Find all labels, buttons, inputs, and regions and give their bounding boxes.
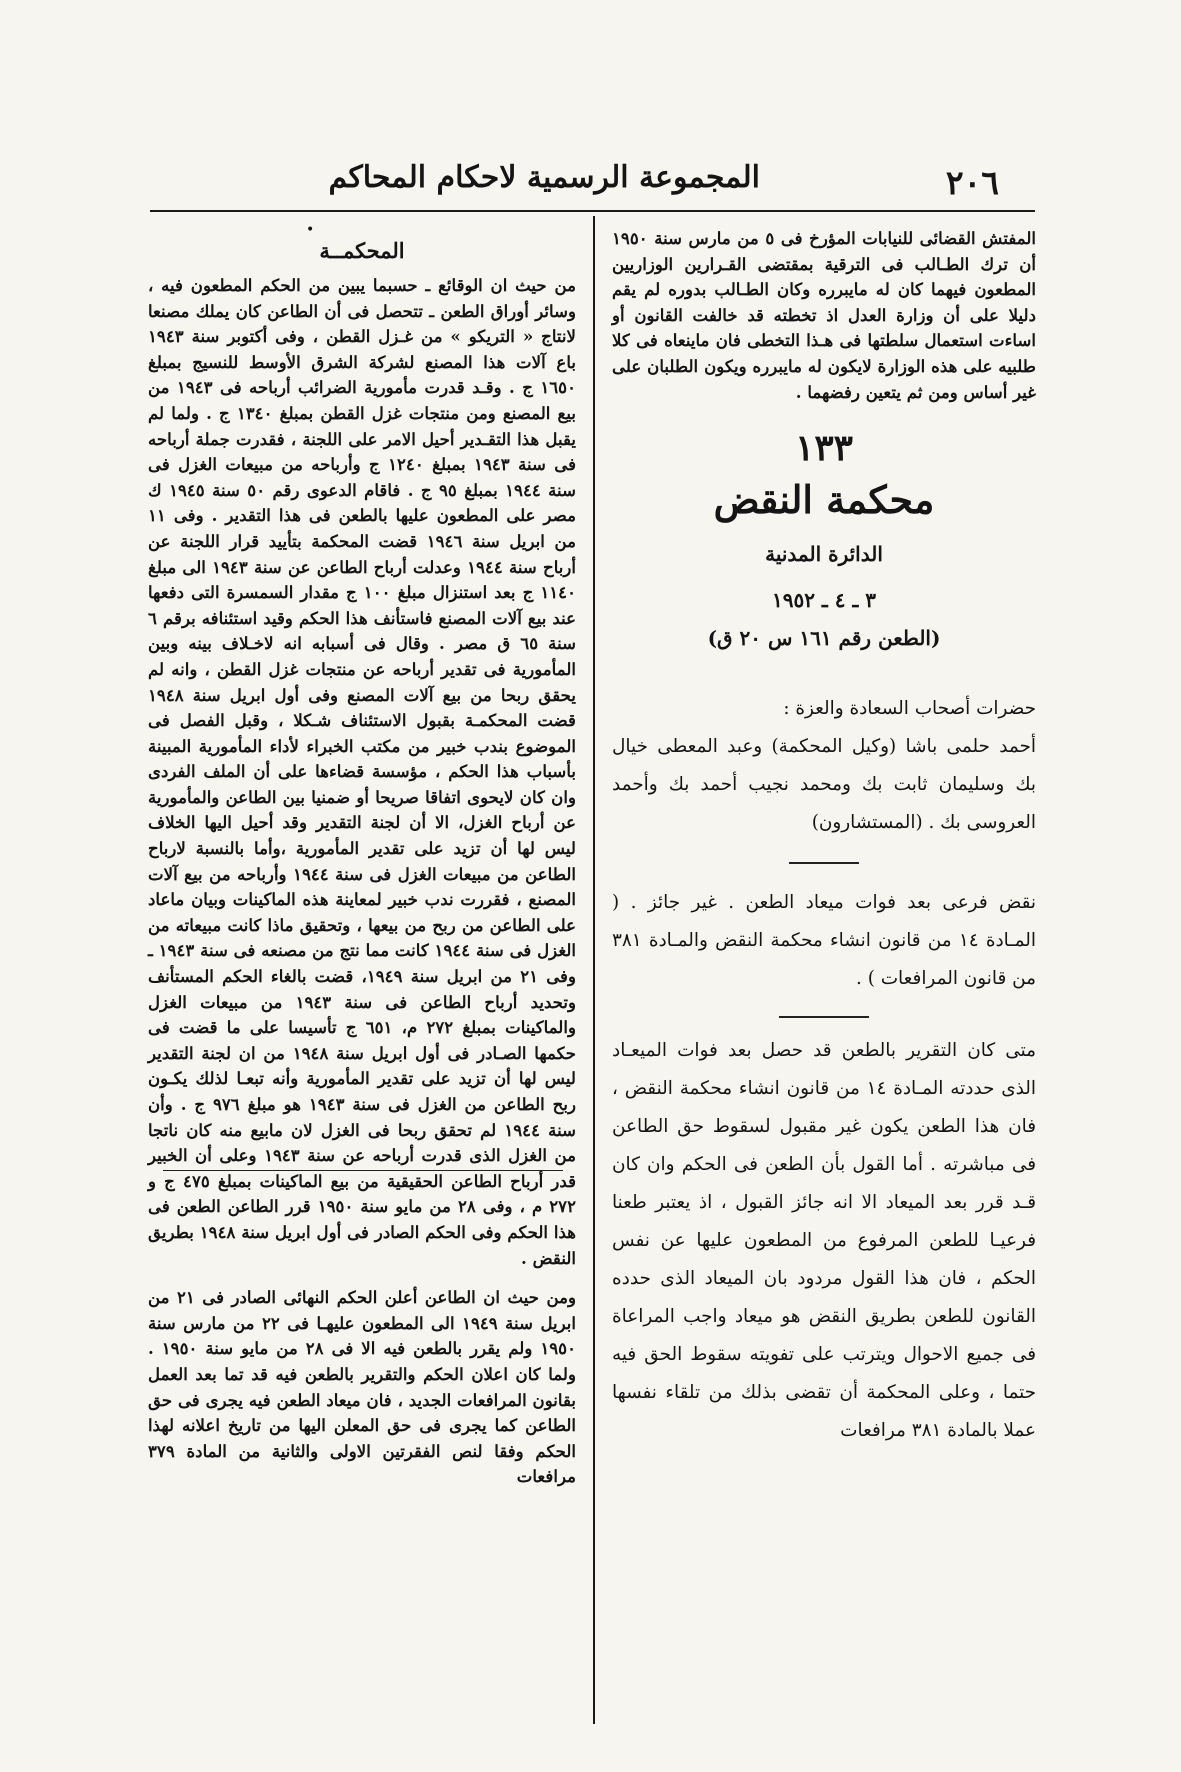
- ornament-dot: •: [306, 222, 315, 238]
- case-number: ١٣٣: [794, 427, 853, 470]
- reasoning-paragraph: ومن حيث ان الطاعن أعلن الحكم النهائى الصادر فى ٢١ من ابريل سنة ١٩٤٩ الى المطعون عليهـا فى ٢٢ من مارس سنة ١٩٥٠ ولم يقرر بالطعن فيه الا فى ٢٨ من مايو سنة ١٩٥٠ . ولما كان اعلان الحكم والتقرير بالطعن فيه قد تما بعد العمل بقانون المرافعات الجديد ، فان ميعاد الطعن فيه يجرى فى حق الطاعن كما يجرى فى حق المعلن اليها من تاريخ اعلانه لهذا الحكم وفقا لنص الفقرتين الاولى والثانية من المادة ٣٧٩ مرافعات: [148, 1287, 577, 1487]
- section-heading: المحكمــة: [319, 238, 405, 263]
- left-column: [148, 238, 576, 1490]
- ruling-summary: متى كان التقرير بالطعن قد حصل بعد فوات الميعـاد الذى حددته المـادة ١٤ من قانون انشاء محكمة النقض ، فان هذا الطعن يكون غير مقبول لسقوط حق الطاعن فى مباشرته . أما القول بأن الطعن فى الحكم وان كان قـد قرر بعد الميعاد الا انه جائز القبول ، اذ يعتبر طعنا فرعيـا للطعن المرفوع من المطعون عليها عن نفس الحكم ، فان هذا القول مردود بان الميعاد الذى حدده القانون للطعن بطريق النقض هو ميعاد واجب المراعاة فى جميع الاحوال ويترتب على تفويته سقوط الحق فيه حتما ، وعلى المحكمة أن تقضى بذلك من تلقاء نفسها عملا بالمادة ٣٨١ مرافعات: [612, 1040, 1037, 1442]
- court-name: محكمة النقض: [713, 477, 935, 523]
- section-rule: [779, 1016, 869, 1018]
- headnote: نقض فرعى بعد فوات ميعاد الطعن . غير جائز . ( المـادة ١٤ من قانون انشاء محكمة النقض والمـادة ٣٨١ من قانون المرافعات ) .: [612, 892, 1036, 990]
- column-divider: [593, 216, 595, 1724]
- bench-intro: حضرات أصحاب السعادة والعزة :: [783, 698, 1036, 720]
- section-rule: [789, 862, 859, 864]
- previous-ruling-continuation: المفتش القضائى للنيابات المؤرخ فى ٥ من مارس سنة ١٩٥٠ أن ترك الطـالب فى الترقية بمقتضى القـرارين الوزاريين المطعون فيهما كان له مايبرره وكان الطـالب بدوره لم يقم دليلا على أن وزارة العدل اذ تخطته قد خالفت القانون أو اساءت استعمال سلطتها فى هـذا التخطى فان ماينعاه فى كلا طلبيه على هذه الوزارة لايكون له مايبرره ويكون الطلبان على غير أساس ومن ثم يتعين رفضهما .: [612, 228, 1036, 402]
- paragraph-rule: [163, 1170, 563, 1171]
- header-rule: [150, 210, 1035, 212]
- case-date: ٣ ـ ٤ ـ ١٩٥٢: [771, 588, 877, 613]
- facts-paragraph: من حيث ان الوقائع ـ حسبما يبين من الحكم المطعون فيه ، وسائر أوراق الطعن ـ تتحصل فى أن الطاعن كان يملك مصنعا لانتاج « التريكو » من غـزل القطن ، وفى أكتوبر سنة ١٩٤٣ باع آلات هذا المصنع لشركة الشرق الأوسط للنسيج بمبلغ ١٦٥٠ ج . وقـد قدرت مأمورية الضرائب أرباحه فى ١٩٤٣ من بيع المصنع ومن منتجات غزل القطن بمبلغ ١٣٤٠ ج . ولما لم يقبل هذا التقـدير أحيل الامر على اللجنة ، فقدرت جملة أرباحه فى سنة ١٩٤٣ بمبلغ ١٢٤٠ ج وأرباحه من مبيعات الغزل فى سنة ١٩٤٤ بمبلغ ٩٥ ج . فاقام الدعوى رقم ٥٠ سنة ١٩٤٥ ك مصر على المطعون عليها بالطعن فى هذا التقدير . وفى ١١ من ابريل سنة ١٩٤٦ قضت المحكمة بتأييد قرار اللجنة عن أرباح سنة ١٩٤٤ وعدلت أرباح الطاعن عن سنة ١٩٤٣ الى مبلغ ١١٤٠ ج بعد استنزال مبلغ ١٠٠ ج مقدار السمسرة التى دفعها عند بيع آلات المصنع فاستأنف هذا الحكم وقيد استئنافه برقم ٦ سنة ٦٥ ق مصر . وقال فى أسبابه انه لاخـلاف بينه وبين المأمورية فى تقدير أرباحه عن منتجات غزل القطن ، وانه لم يحقق ربحا من بيع آلات المصنع وفى أول ابريل سنة ١٩٤٨ قضت المحكمـة بقبول الاستئناف شـكلا ، وقبل الفصل فى الموضوع بندب خبير من مكتب الخبراء لأداء المأمورية المبينة بأسباب هذا الحكم ، مؤسسة قضاءها على أن الملف الفردى وان كان لايحوى اتفاقا صريحا أو ضمنيا بين الطاعن والمأمورية عن أرباح الغزل، الا أن لجنة التقدير وقد أحيل اليها الخلاف ليس لها أن تزيد على تقدير المأمورية ،وأما بالنسبة لارباح الطاعن من مبيعات الغزل فى سنة ١٩٤٤ وأرباحه من بيع آلات المصنع ، فقررت ندب خبير لمعاينة هذه الماكينات وبيان ماعاد على الطاعن من ربح من بيعها ، وتحقيق ماذا كانت مبيعاته من الغزل فى سنة ١٩٤٤ كانت مما نتج من مصنعه فى سنة ١٩٤٣ ـ وفى ٢١ من ابريل سنة ١٩٤٩، قضت بالغاء الحكم المستأنف وتحديد أرباح الطاعن فى سنة ١٩٤٣ من مبيعات الغزل والماكينات بمبلغ ٢٧٢ م، ٦٥١ ج تأسيسا على ما قضت فى حكمها الصـادر فى أول ابريل سنة ١٩٤٨ من ان لجنة التقدير ليس لها أن تزيد على تقدير المأمورية وأنه تبعـا لذلك يكـون ربح الطاعن من الغزل فى سنة ١٩٤٣ هو مبلغ ٩٧٦ ج . وأن سنة ١٩٤٤ لم تحقق ربحا فى الغزل لان مابيع منه كان ناتجا من الغزل الذى قدرت أرباحه عن سنة ١٩٤٣ وعلى أن الخبير قدر أرباح الطاعن الحقيقية من بيع الماكينات بمبلغ ٤٧٥ ج و ٢٧٢ م ، وفى ٢٨ من مايو سنة ١٩٥٠ قرر الطاعن الطعن فى هذا الحكم وفى الحكم الصادر فى أول ابريل سنة ١٩٤٨ بطريق النقض .: [148, 275, 577, 1268]
- page-number: ٢٠٦: [945, 163, 999, 202]
- right-column: [612, 226, 1036, 1450]
- appeal-reference: (الطعن رقم ١٦١ س ٢٠ ق): [707, 626, 941, 651]
- court-circuit: الدائرة المدنية: [765, 542, 883, 567]
- bench-members: أحمد حلمى باشا (وكيل المحكمة) وعبد المعطى خيال بك وسليمان ثابت بك ومحمد نجيب أحمد بك وأحمد العروسى بك . (المستشارون): [612, 736, 1036, 834]
- running-title: المجموعة الرسمية لاحكام المحاكم: [328, 160, 760, 195]
